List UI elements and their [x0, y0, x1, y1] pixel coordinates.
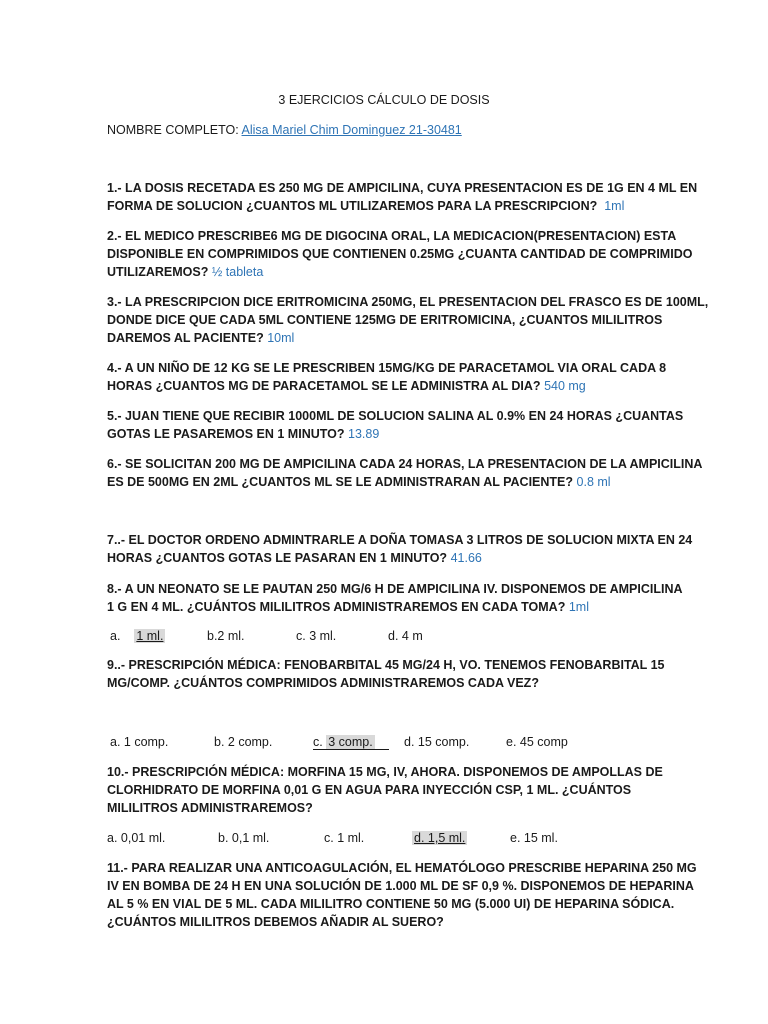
q10-line-1: 10.- PRESCRIPCIÓN MÉDICA: MORFINA 15 MG, IV, AHORA. DISPONEMOS DE AMPOLLAS DE: [107, 765, 663, 779]
q9-option-a: a. 1 comp.: [110, 735, 169, 749]
q9-line-1: 9..- PRESCRIPCIÓN MÉDICA: FENOBARBITAL 45 MG/24 H, VO. TENEMOS FENOBARBITAL 15: [107, 658, 665, 672]
q5-line-1: 5.- JUAN TIENE QUE RECIBIR 1000ML DE SOLUCION SALINA AL 0.9% EN 24 HORAS ¿CUANTAS: [107, 409, 684, 423]
q9-option-e: e. 45 comp: [506, 735, 568, 749]
q10-option-d-selected: d. 1,5 ml.: [414, 831, 466, 845]
q3-line-2: DONDE DICE QUE CADA 5ML CONTIENE 125MG DE ERITROMICINA, ¿CUANTOS MILILITROS: [107, 313, 663, 327]
q4-answer: 540 mg: [544, 379, 586, 393]
q9-line-2: MG/COMP. ¿CUÁNTOS COMPRIMIDOS ADMINISTRAREMOS CADA VEZ?: [107, 676, 539, 690]
q10-line-3: MILILITROS ADMINISTRAREMOS?: [107, 801, 313, 815]
q8-line-2: [107, 600, 589, 614]
q5-answer: 13.89: [348, 427, 380, 441]
q1-line-1: 1.- LA DOSIS RECETADA ES 250 MG DE AMPICILINA, CUYA PRESENTACION ES DE 1G EN 4 ML EN: [107, 181, 698, 195]
q4-line-2: [107, 379, 586, 393]
q1-text: FORMA DE SOLUCION ¿CUANTOS ML UTILIZAREMOS PARA LA PRESCRIPCION?: [107, 199, 598, 213]
q7-answer: 41.66: [450, 551, 482, 565]
q9-option-c-letter: c.: [313, 735, 323, 749]
q10-option-a: a. 0,01 ml.: [107, 831, 166, 845]
q1-answer: 1ml: [604, 199, 625, 213]
q2-line-1: 2.- EL MEDICO PRESCRIBE6 MG DE DIGOCINA ORAL, LA MEDICACION(PRESENTACION) ESTA: [107, 229, 677, 243]
q7-text: HORAS ¿CUANTOS GOTAS LE PASARAN EN 1 MINUTO?: [107, 551, 448, 565]
q10-line-2: CLORHIDRATO DE MORFINA 0,01 G EN AGUA PARA INYECCIÓN CSP, 1 ML. ¿CUÁNTOS: [107, 783, 632, 797]
q10-option-c: c. 1 ml.: [324, 831, 365, 845]
q10-option-e: e. 15 ml.: [510, 831, 558, 845]
q8-text: 1 G EN 4 ML. ¿CUÁNTOS MILILITROS ADMINISTRAREMOS EN CADA TOMA?: [107, 600, 566, 614]
q6-line-1: 6.- SE SOLICITAN 200 MG DE AMPICILINA CADA 24 HORAS, LA PRESENTACION DE LA AMPICILINA: [107, 457, 703, 471]
q2-answer: ½ tableta: [211, 265, 264, 279]
q8-option-d: d. 4 m: [388, 629, 423, 643]
q1-line-2: [107, 199, 624, 213]
q6-line-2: [107, 475, 611, 489]
q3-answer: 10ml: [267, 331, 295, 345]
document-title: 3 EJERCICIOS CÁLCULO DE DOSIS: [278, 93, 490, 107]
name-label: NOMBRE COMPLETO:: [107, 123, 242, 137]
q9-option-c-selected: 3 comp.: [328, 735, 373, 749]
q9-option-c: [313, 735, 389, 750]
q8-option-a: [110, 629, 165, 643]
q8-option-a-selected: 1 ml.: [136, 629, 164, 643]
q9-option-d: d. 15 comp.: [404, 735, 470, 749]
q2-line-2: DISPONIBLE EN COMPRIMIDOS QUE CONTIENEN 0.25MG ¿CUANTA CANTIDAD DE COMPRIMIDO: [107, 247, 693, 261]
q10-option-d: [412, 831, 467, 845]
q3-line-3: [107, 331, 294, 345]
q5-text: GOTAS LE PASAREMOS EN 1 MINUTO?: [107, 427, 345, 441]
q2-text: UTILIZAREMOS?: [107, 265, 209, 279]
q11-line-4: ¿CUÁNTOS MILILITROS DEBEMOS AÑADIR AL SUERO?: [107, 915, 444, 929]
q10-option-b: b. 0,1 ml.: [218, 831, 270, 845]
q8-option-c: c. 3 ml.: [296, 629, 337, 643]
q6-answer: 0.8 ml: [576, 475, 611, 489]
name-line: [107, 123, 462, 137]
q7-line-2: [107, 551, 482, 565]
q4-text: HORAS ¿CUANTOS MG DE PARACETAMOL SE LE ADMINISTRA AL DIA?: [107, 379, 541, 393]
q4-line-1: 4.- A UN NIÑO DE 12 KG SE LE PRESCRIBEN 15MG/KG DE PARACETAMOL VIA ORAL CADA 8: [107, 361, 667, 375]
q3-line-1: 3.- LA PRESCRIPCION DICE ERITROMICINA 250MG, EL PRESENTACION DEL FRASCO ES DE 100ML,: [107, 295, 709, 309]
name-value: Alisa Mariel Chim Dominguez 21-30481: [241, 123, 462, 137]
q8-option-a-letter: a.: [110, 629, 121, 643]
q8-answer: 1ml: [568, 600, 589, 614]
q6-text: ES DE 500MG EN 2ML ¿CUANTOS ML SE LE ADMINISTRARAN AL PACIENTE?: [107, 475, 574, 489]
q11-line-3: AL 5 % EN VIAL DE 5 ML. CADA MILILITRO CONTIENE 50 MG (5.000 UI) DE HEPARINA SÓDICA.: [107, 897, 675, 911]
q9-option-b: b. 2 comp.: [214, 735, 273, 749]
q3-text: DAREMOS AL PACIENTE?: [107, 331, 264, 345]
q11-line-1: 11.- PARA REALIZAR UNA ANTICOAGULACIÓN, EL HEMATÓLOGO PRESCRIBE HEPARINA 250 MG: [107, 861, 697, 875]
q5-line-2: [107, 427, 379, 441]
q11-line-2: IV EN BOMBA DE 24 H EN UNA SOLUCIÓN DE 1.000 ML DE SF 0,9 %. DISPONEMOS DE HEPARINA: [107, 879, 694, 893]
q8-line-1: 8.- A UN NEONATO SE LE PAUTAN 250 MG/6 H DE AMPICILINA IV. DISPONEMOS DE AMPICILINA: [107, 582, 683, 596]
q2-line-3: [107, 265, 263, 279]
q8-option-b: b.2 ml.: [207, 629, 245, 643]
q7-line-1: 7..- EL DOCTOR ORDENO ADMINTRARLE A DOÑA TOMASA 3 LITROS DE SOLUCION MIXTA EN 24: [107, 533, 693, 547]
